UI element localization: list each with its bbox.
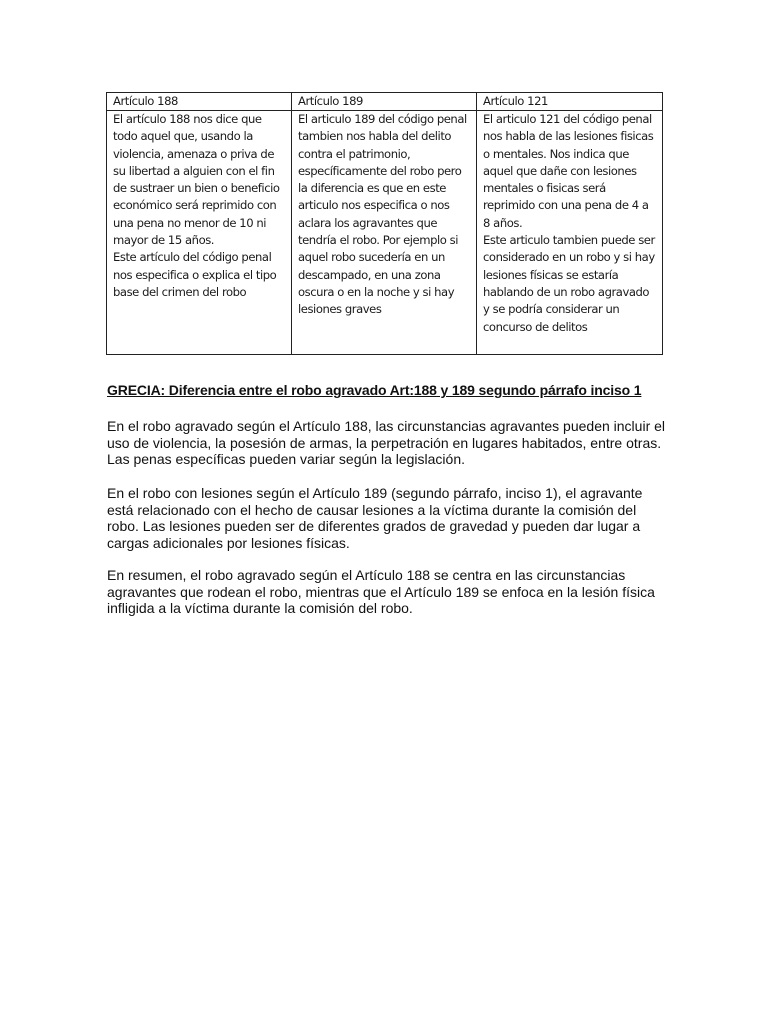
section-heading: GRECIA: Diferencia entre el robo agravado Art:188 y 189 segundo párrafo inciso 1: [107, 382, 642, 398]
paragraph-article-189: En el robo con lesiones según el Artículo 189 (segundo párrafo, inciso 1), el agravante está relacionado con el hecho de causar lesiones a la víctima durante la comisión del robo. Las lesiones pueden ser de diferentes grados de gravedad y pueden dar lugar a cargas adicionales por lesiones físicas.: [107, 485, 643, 551]
cell-article-188: [107, 111, 292, 355]
paragraph-summary: En resumen, el robo agravado según el Artículo 188 se centra en las circunstancias agravantes que rodean el robo, mientras que el Artículo 189 se enfoca en la lesión física infligida a la víctima durante la comisión del robo.: [107, 567, 655, 616]
articles-table: [106, 92, 663, 355]
table-header-row: [107, 93, 663, 111]
table-row: [107, 111, 663, 355]
cell-article-189: [292, 111, 477, 355]
cell-article-188-text: El artículo 188 nos dice que todo aquel que, usando la violencia, amenaza o priva de su libertad a alguien con el fin de sustraer un bien o beneficio económico será reprimido con una pena no menor de 10 ni mayor de 15 años. Este artículo del código penal nos especifica o explica el tipo base del crimen del robo: [113, 112, 280, 299]
header-article-188: Artículo 188: [107, 93, 292, 111]
cell-article-121-text: El articulo 121 del código penal nos habla de las lesiones fisicas o mentales. Nos indica que aquel que dañe con lesiones mentales o fisicas será reprimido con una pena de 4 a 8 años. Este articulo tambien puede ser considerado en un robo y si hay lesiones físicas se estaría hablando de un robo agravado y se podría considerar un concurso de delitos: [483, 112, 655, 334]
header-article-121: Artículo 121: [477, 93, 663, 111]
cell-article-189-text: El articulo 189 del código penal tambien nos habla del delito contra el patrimonio, específicamente del robo pero la diferencia es que en este articulo nos especifica o nos aclara los agravantes que tendría el robo. Por ejemplo si aquel robo sucedería en un descampado, en una zona oscura o en la noche y si hay lesiones graves: [298, 112, 467, 317]
paragraph-article-188: En el robo agravado según el Artículo 188, las circunstancias agravantes pueden incluir el uso de violencia, la posesión de armas, la perpetración en lugares habitados, entre otras. Las penas específicas pueden variar según la legislación.: [107, 418, 666, 467]
header-article-189: Artículo 189: [292, 93, 477, 111]
cell-article-121: [477, 111, 663, 355]
